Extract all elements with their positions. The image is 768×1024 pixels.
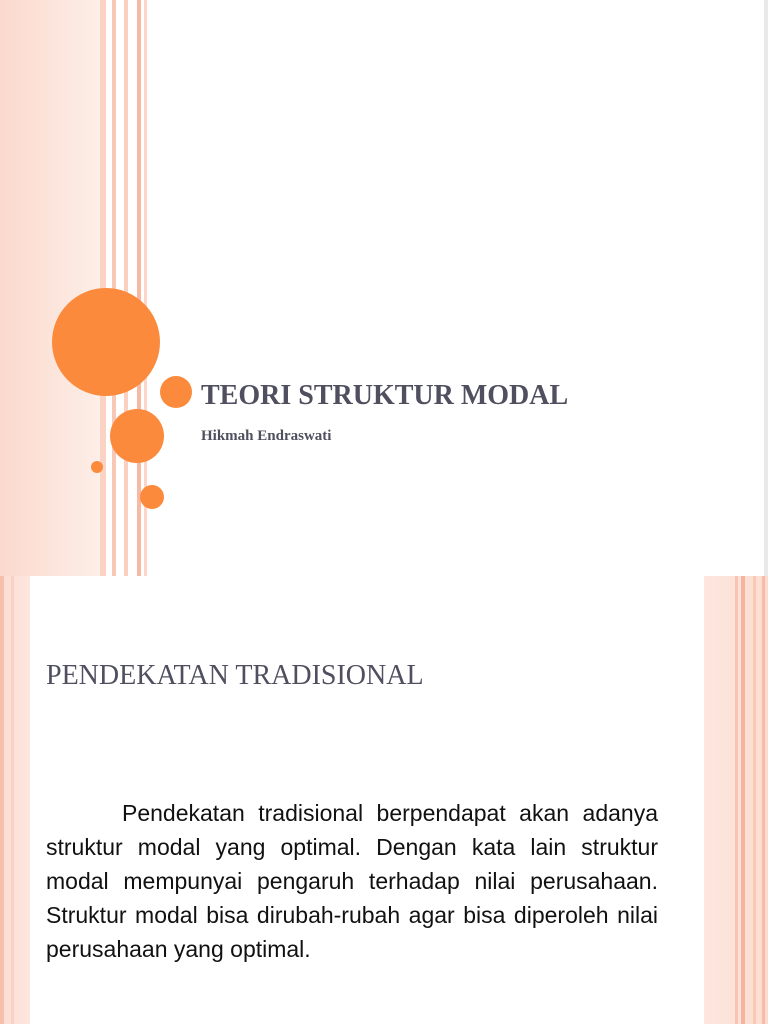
- slide-author: Hikmah Endraswati: [201, 428, 332, 444]
- decor-stripe: [124, 0, 128, 576]
- content-slide: [0, 576, 768, 1024]
- decor-stripe: [741, 576, 745, 1024]
- slide-title: TEORI STRUKTUR MODAL: [201, 380, 569, 411]
- slide-body-text: Pendekatan tradisional berpendapat akan adanya struktur modal yang optimal. Dengan kata lain struktur modal mempunyai pengaruh terhadap nilai perusahaan. Struktur modal bisa dirubah-rubah agar bisa diperoleh nilai perusahaan yang optimal.: [46, 800, 658, 962]
- decor-circle-large: [52, 288, 160, 396]
- slide-heading: PENDEKATAN TRADISIONAL: [46, 660, 424, 691]
- decor-stripe: [762, 576, 765, 1024]
- decor-circle-small: [160, 376, 192, 408]
- decor-stripe: [137, 0, 141, 576]
- right-edge-line: [764, 0, 768, 576]
- decor-circle-small: [140, 485, 164, 509]
- left-decor-band: [0, 0, 100, 576]
- decor-stripe: [753, 576, 756, 1024]
- left-decor-band: [0, 576, 30, 1024]
- decor-stripe: [0, 576, 4, 1024]
- decor-stripe: [735, 576, 738, 1024]
- decor-stripe: [11, 576, 14, 1024]
- decor-circle-tiny: [91, 461, 103, 473]
- decor-circle-medium: [110, 409, 164, 463]
